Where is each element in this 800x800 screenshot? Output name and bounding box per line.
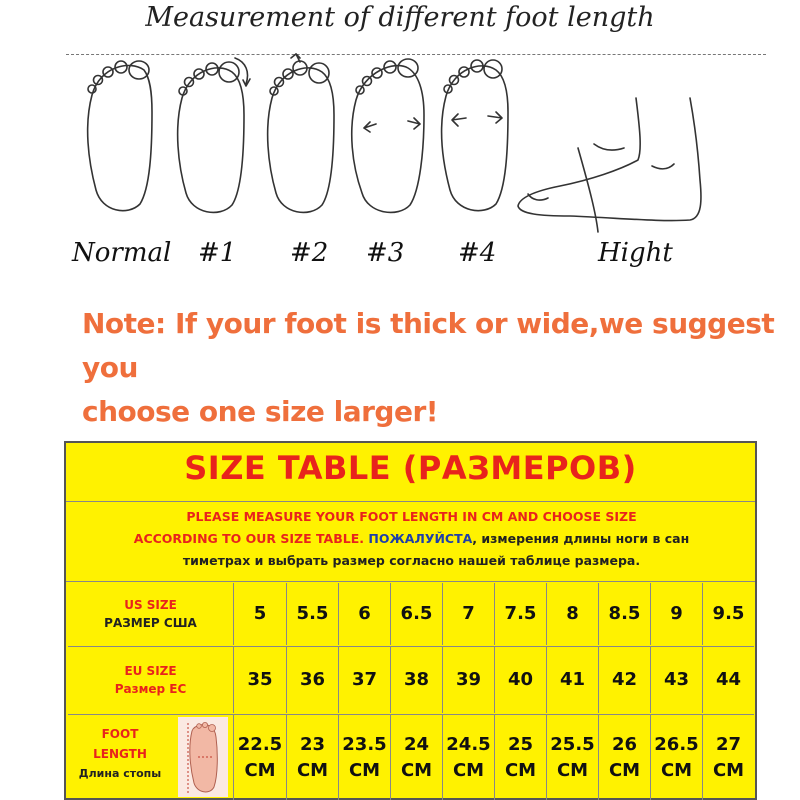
size-unit: CM — [712, 759, 745, 781]
instruction-ru-accent: ПОЖАЛУЙСТА — [368, 531, 473, 546]
size-value: 5 — [253, 603, 267, 624]
size-unit: CM — [296, 759, 329, 781]
eu-size-cell — [547, 647, 599, 713]
us-size-cell — [234, 583, 287, 645]
size-value: 26.5 — [654, 733, 699, 755]
foot_length-size-cell — [703, 715, 754, 800]
eu-size-cell — [703, 647, 754, 713]
foot-label-3: #3 — [366, 238, 405, 268]
instruction-line-1: PLEASE MEASURE YOUR FOOT LENGTH IN CM AND CHOOSE SIZE — [186, 509, 637, 524]
size-unit: CM — [660, 759, 693, 781]
us-size-label: US SIZE — [124, 598, 177, 612]
eu-size-cell — [443, 647, 495, 713]
foot-length-header — [68, 715, 234, 800]
divider — [66, 581, 755, 582]
foot_length-size-cell — [651, 715, 703, 800]
size-value: 24 — [403, 733, 430, 755]
size-value: 23 — [299, 733, 326, 755]
size-value: 43 — [663, 669, 690, 690]
size-value: 23.5 — [342, 733, 387, 755]
foot-measure-icon — [178, 717, 228, 797]
instruction-line-3: тиметрах и выбрать размер согласно нашей таблице размера. — [182, 553, 641, 568]
foot-type-4-icon — [442, 60, 508, 211]
foot_length-size-cell — [547, 715, 599, 800]
instruction-ru: , измерения длины ноги в сан — [472, 531, 690, 546]
size-value: 40 — [507, 669, 534, 690]
foot-label-1: #1 — [198, 238, 237, 268]
size-unit: CM — [608, 759, 641, 781]
foot-label-4: #4 — [458, 238, 497, 268]
size-unit: CM — [504, 759, 537, 781]
size-table — [64, 441, 757, 800]
size-grid — [68, 583, 754, 800]
size-value: 7 — [462, 603, 475, 624]
foot-length-row — [68, 715, 754, 800]
size-value: 36 — [299, 669, 326, 690]
size-value: 25.5 — [550, 733, 595, 755]
eu-size-cell — [651, 647, 703, 713]
foot-length-label-ru: Длина стопы — [78, 767, 162, 780]
size-unit: CM — [348, 759, 381, 781]
size-value: 39 — [455, 669, 482, 690]
eu-size-header — [68, 647, 234, 713]
us-size-cell — [599, 583, 651, 645]
size-value: 5.5 — [296, 603, 329, 624]
foot_length-size-cell — [234, 715, 287, 800]
foot-label-hight: Hight — [598, 238, 673, 268]
size-value: 9.5 — [712, 603, 745, 624]
size-value: 9 — [670, 603, 683, 624]
us-size-cell — [287, 583, 339, 645]
us-size-cell — [547, 583, 599, 645]
foot-length-label-2: LENGTH — [93, 747, 147, 761]
note-line-1: Note: If your foot is thick or wide,we suggest you — [82, 307, 775, 384]
size-value: 24.5 — [446, 733, 491, 755]
size-value: 37 — [351, 669, 378, 690]
eu-size-cell — [234, 647, 287, 713]
foot-type-1-icon — [178, 58, 250, 212]
eu-size-cell — [339, 647, 391, 713]
size-unit: CM — [556, 759, 589, 781]
eu-size-cell — [287, 647, 339, 713]
instruction-en: ACCORDING TO OUR SIZE TABLE. — [133, 531, 369, 546]
foot-length-label-1: FOOT — [101, 727, 139, 741]
size-value: 38 — [403, 669, 430, 690]
foot_length-size-cell — [495, 715, 547, 800]
note-text — [82, 302, 782, 434]
size-unit: CM — [452, 759, 485, 781]
eu-size-cell — [495, 647, 547, 713]
size-value: 22.5 — [237, 733, 283, 755]
size-value: 35 — [247, 669, 273, 690]
size-value: 41 — [559, 669, 586, 690]
foot-label-normal: Normal — [72, 238, 172, 268]
us-size-cell — [443, 583, 495, 645]
eu-size-label: EU SIZE — [124, 664, 177, 678]
size-value: 8.5 — [608, 603, 641, 624]
size-value: 26 — [611, 733, 638, 755]
foot_length-size-cell — [443, 715, 495, 800]
foot-type-3-icon — [352, 59, 424, 212]
us-size-cell — [339, 583, 391, 645]
us-size-row — [68, 583, 754, 645]
foot-type-2-icon — [268, 54, 334, 212]
us-size-cell — [495, 583, 547, 645]
divider — [66, 501, 755, 502]
size-value: 6 — [358, 603, 371, 624]
size-unit: CM — [244, 759, 276, 781]
note-line-2: choose one size larger! — [82, 395, 439, 428]
page-title: Measurement of different foot length — [145, 2, 655, 33]
size-value: 8 — [566, 603, 579, 624]
size-value: 44 — [715, 669, 742, 690]
size-value: 7.5 — [504, 603, 537, 624]
size-value: 25 — [507, 733, 534, 755]
size-value: 27 — [715, 733, 742, 755]
us-size-label-ru: РАЗМЕР США — [104, 616, 197, 630]
foot_length-size-cell — [287, 715, 339, 800]
eu-size-label-ru: Размер ЕС — [114, 682, 187, 696]
us-size-header — [68, 583, 234, 645]
size-value: 6.5 — [400, 603, 433, 624]
eu-size-cell — [391, 647, 443, 713]
instep-height-icon — [518, 98, 701, 232]
foot_length-size-cell — [339, 715, 391, 800]
instruction-line-2 — [70, 528, 753, 550]
eu-size-cell — [599, 647, 651, 713]
size-unit: CM — [400, 759, 433, 781]
us-size-cell — [391, 583, 443, 645]
normal-foot-icon — [88, 61, 152, 211]
size-table-title: SIZE TABLE (РАЗМЕРОВ) — [184, 449, 637, 487]
us-size-cell — [651, 583, 703, 645]
eu-size-row — [68, 647, 754, 713]
foot_length-size-cell — [391, 715, 443, 800]
foot_length-size-cell — [599, 715, 651, 800]
us-size-cell — [703, 583, 754, 645]
foot-label-2: #2 — [290, 238, 329, 268]
size-value: 42 — [611, 669, 638, 690]
